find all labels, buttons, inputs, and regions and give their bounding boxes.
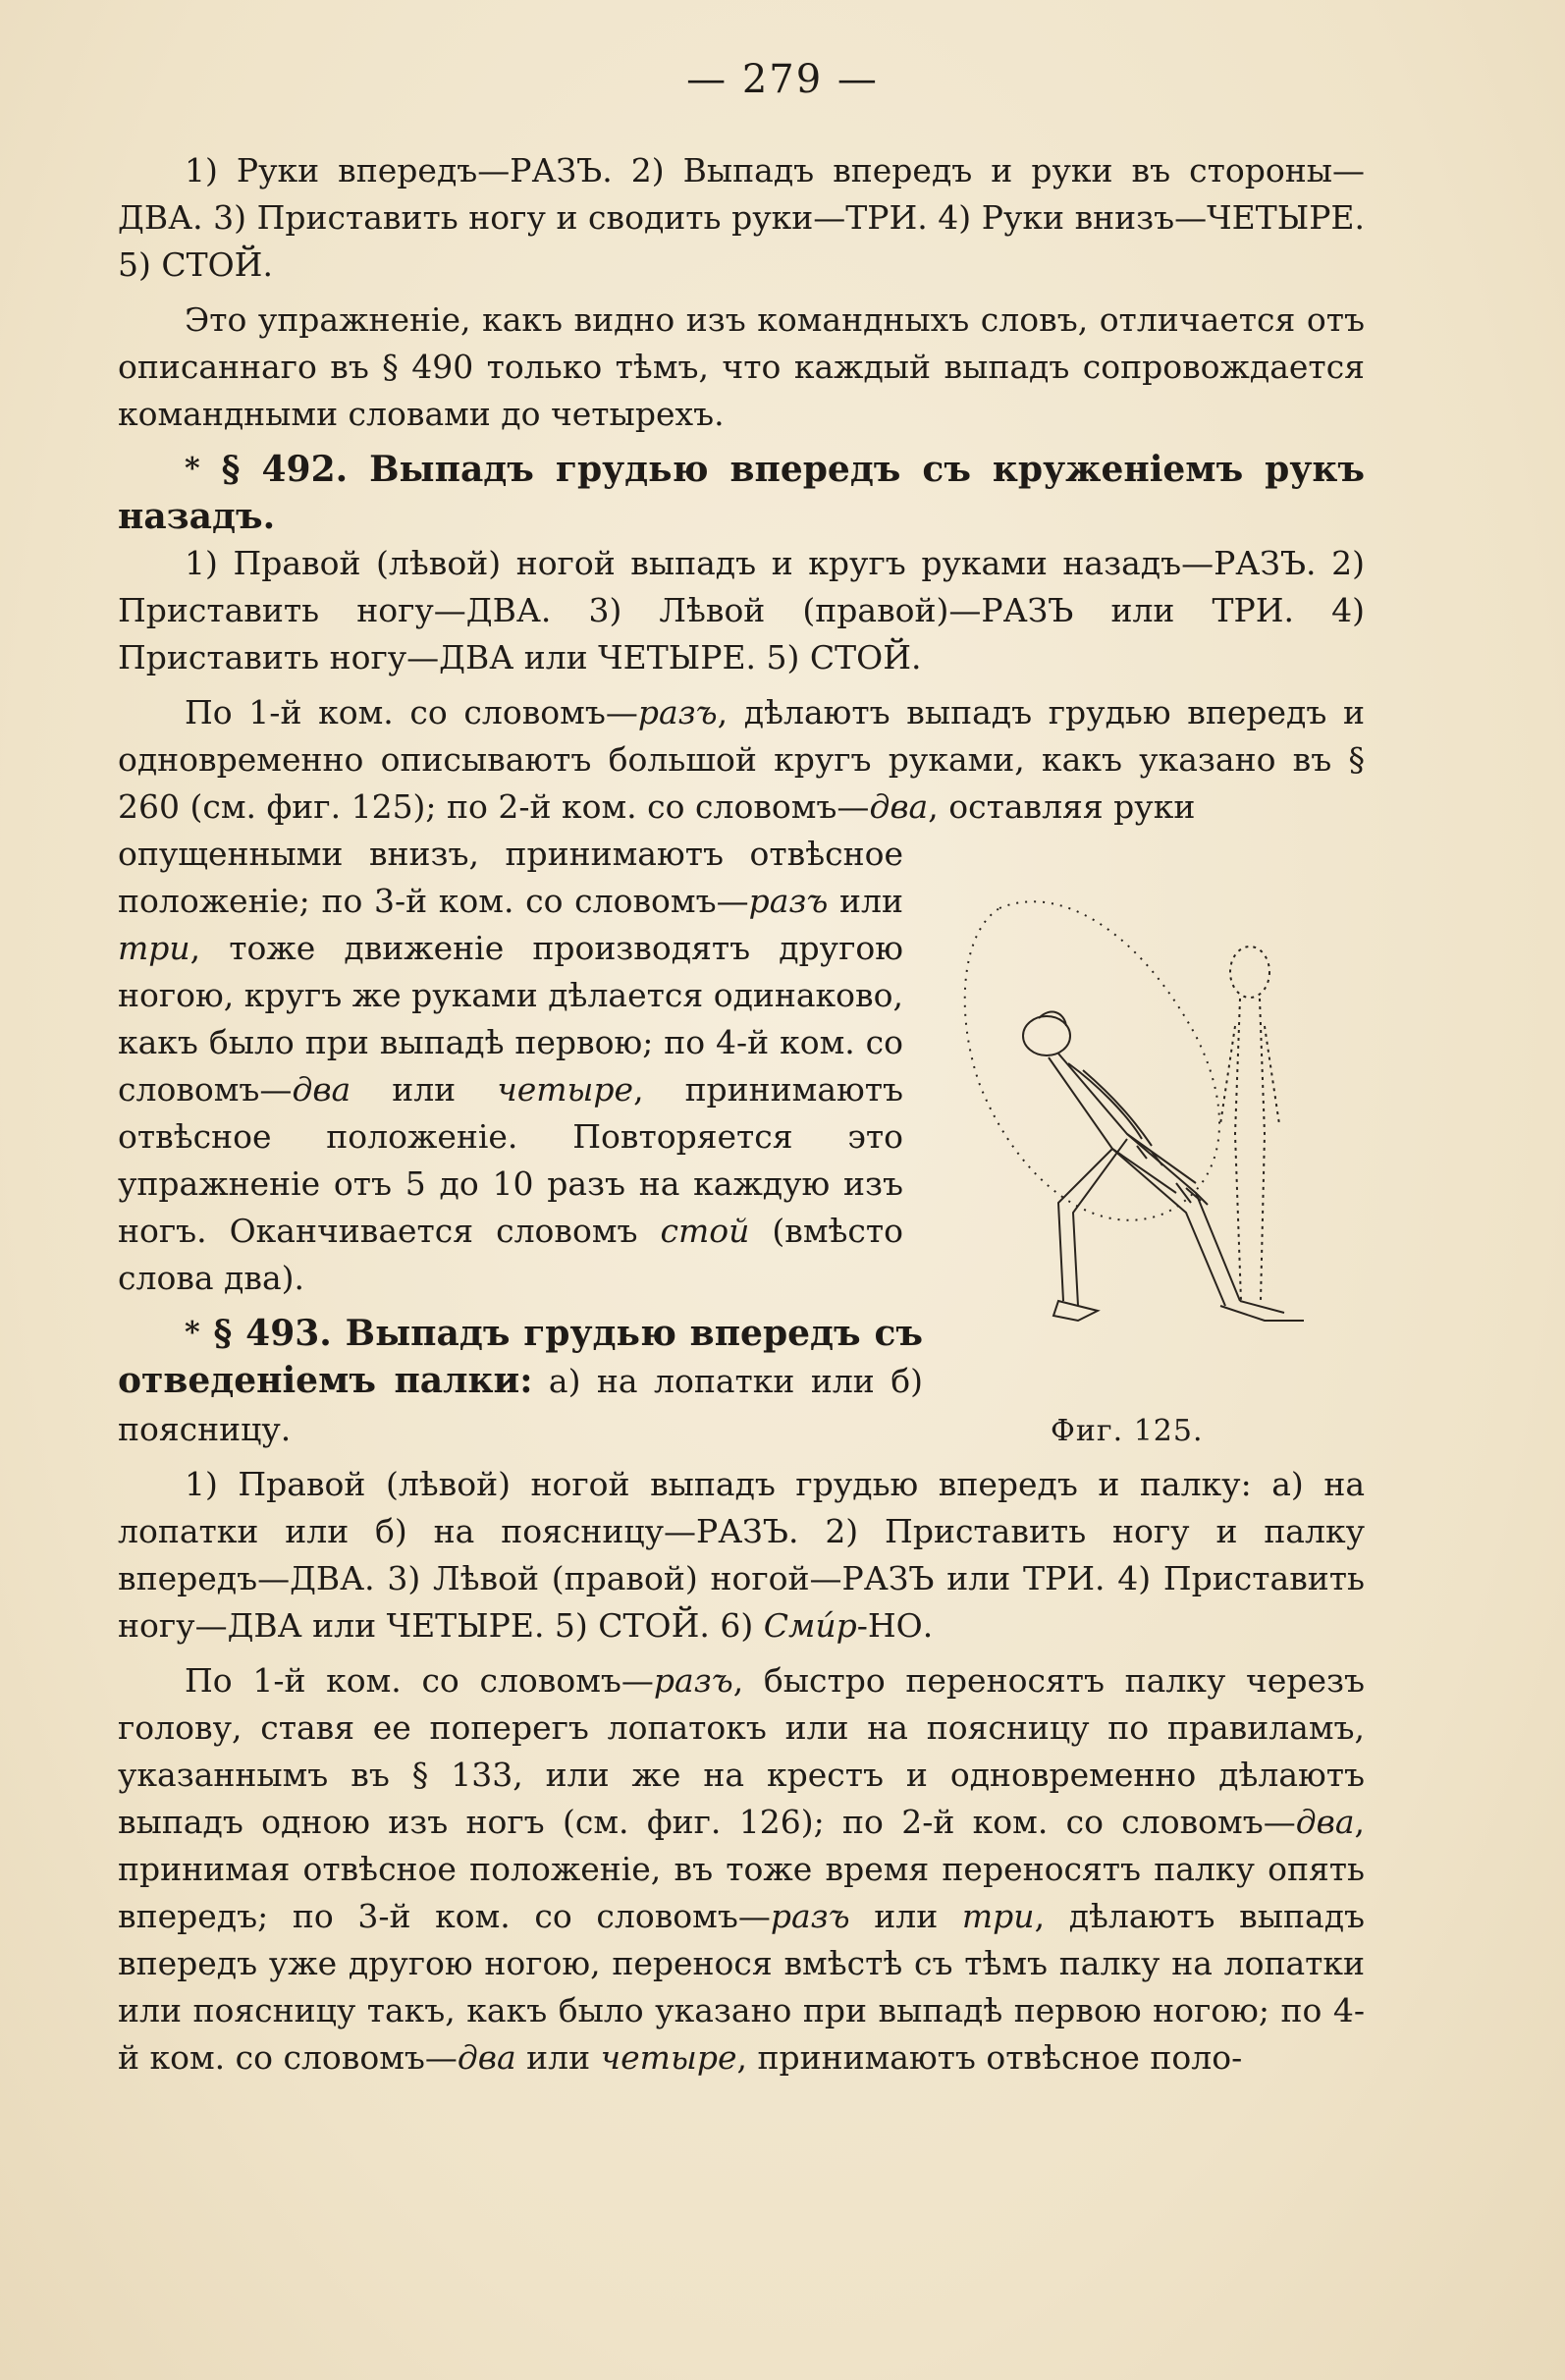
text-run: По 1-й ком. со словомъ—: [185, 693, 638, 731]
italic-word: три: [961, 1897, 1035, 1935]
section-title-492: § 492. Выпадъ грудью впередъ съ круженіемъ рукъ назадъ.: [118, 449, 1365, 537]
text-run: , принимаютъ отвѣсное положеніе. Повторяется это упражненіе отъ 5 до 10 разъ на каждую изъ ногъ. Оканчивается словомъ: [118, 1070, 903, 1250]
italic-word: разъ: [653, 1661, 733, 1700]
text-run: , дѣлаютъ выпадъ грудью впередъ и одновременно описываютъ большой кругъ руками, какъ указано въ § 260 (см. фиг. 125); по 2-й ком. со словомъ—: [118, 693, 1365, 826]
page-number: — 279 —: [686, 57, 879, 102]
text-run: , принимаютъ отвѣсное поло-: [736, 2038, 1243, 2077]
text-run: , тоже движеніе производятъ другою ногою, кругъ же руками дѣлается одинаково, какъ было при выпадѣ первою; по 4-й ком. со словомъ—: [118, 929, 903, 1109]
paragraph-commands-493: [118, 1461, 1365, 1650]
italic-word: стой: [660, 1212, 750, 1250]
section-star: *: [185, 452, 200, 486]
paragraph-note-490: Это упражненіе, какъ видно изъ командныхъ словъ, отличается отъ описаннаго въ § 490 только тѣмъ, что каждый выпадъ сопровождается командными словами до четырехъ.: [118, 300, 1365, 433]
italic-word: два: [1295, 1803, 1355, 1841]
italic-word: два: [292, 1070, 351, 1109]
text-run: или: [351, 1070, 498, 1109]
paragraph-explanation-493: [118, 1657, 1365, 2082]
italic-word: разъ: [637, 693, 718, 731]
italic-word: два: [869, 787, 929, 826]
italic-word: Смúр: [763, 1606, 857, 1645]
text-run: 1) Правой (лѣвой) ногой выпадъ грудью впередъ и палку: а) на лопатки или б) на поясницу—РАЗЪ. 2) Приставить ногу и палку впередъ—ДВА. 3) Лѣвой (правой) ногой—РАЗЪ или ТРИ. 4) Приставить ногу—ДВА или ЧЕТЫРЕ. 5) СТОЙ. 6): [118, 1465, 1365, 1645]
text-run: (вмѣсто слова два).: [118, 1212, 903, 1297]
italic-word: разъ: [770, 1897, 850, 1935]
section-title-493: § 493. Выпадъ грудью впередъ съ отведеніемъ палки:: [118, 1313, 923, 1401]
lunge-figure-illustration: [941, 889, 1353, 1389]
section-star: *: [185, 1316, 200, 1350]
italic-word: четыре: [497, 1070, 634, 1109]
paragraph-explanation-492: [118, 689, 1365, 831]
paragraph-wrapped-492: [118, 831, 903, 1302]
text-run: или: [849, 1897, 962, 1935]
text-run: , оставляя руки: [928, 787, 1196, 826]
section-subtitle-493: а) на лопатки или б) поясницу.: [118, 1362, 923, 1448]
paragraph-commands-492: 1) Правой (лѣвой) ногой выпадъ и кругъ руками назадъ—РАЗЪ. 2) Приставить ногу—ДВА. 3) Лѣвой (правой)—РАЗЪ или ТРИ. 4) Приставить ногу—ДВА или ЧЕТЫРЕ. 5) СТОЙ.: [118, 544, 1365, 676]
text-run: опущенными внизъ, принимаютъ отвѣсное положеніе; по 3-й ком. со словомъ—: [118, 835, 903, 920]
section-heading-492: [118, 446, 1365, 540]
section-heading-493: [118, 1310, 923, 1453]
italic-word: два: [457, 2038, 516, 2077]
text-run: По 1-й ком. со словомъ—: [185, 1661, 654, 1700]
text-run: -НО.: [856, 1606, 934, 1645]
italic-word: разъ: [748, 882, 829, 920]
text-run: , принимая отвѣсное положеніе, въ тоже время переносятъ палку опять впередъ; по 3-й ком. со словомъ—: [118, 1803, 1365, 1935]
italic-word: четыре: [600, 2038, 737, 2077]
paragraph-commands-491: 1) Руки впередъ—РАЗЪ. 2) Выпадъ впередъ и руки въ стороны—ДВА. 3) Приставить ногу и сводить руки—ТРИ. 4) Руки внизъ—ЧЕТЫРЕ. 5) СТОЙ.: [118, 151, 1365, 284]
italic-word: три: [118, 929, 190, 967]
figure-caption: Фиг. 125.: [1051, 1414, 1204, 1448]
text-run: , быстро переносятъ палку черезъ голову, ставя ее поперегъ лопатокъ или на поясницу по правиламъ, указаннымъ въ § 133, или же на крестъ и одновременно дѣлаютъ выпадъ одною изъ ногъ (см. фиг. 126); по 2-й ком. со словомъ—: [118, 1661, 1366, 1841]
text-run: или: [515, 2038, 601, 2077]
text-run: или: [828, 882, 903, 920]
text-run: , дѣлаютъ выпадъ впередъ уже другою ногою, перенося вмѣстѣ съ тѣмъ палку на лопатки или поясницу такъ, какъ было указано при выпадѣ первою ногою; по 4-й ком. со словомъ—: [118, 1897, 1366, 2077]
